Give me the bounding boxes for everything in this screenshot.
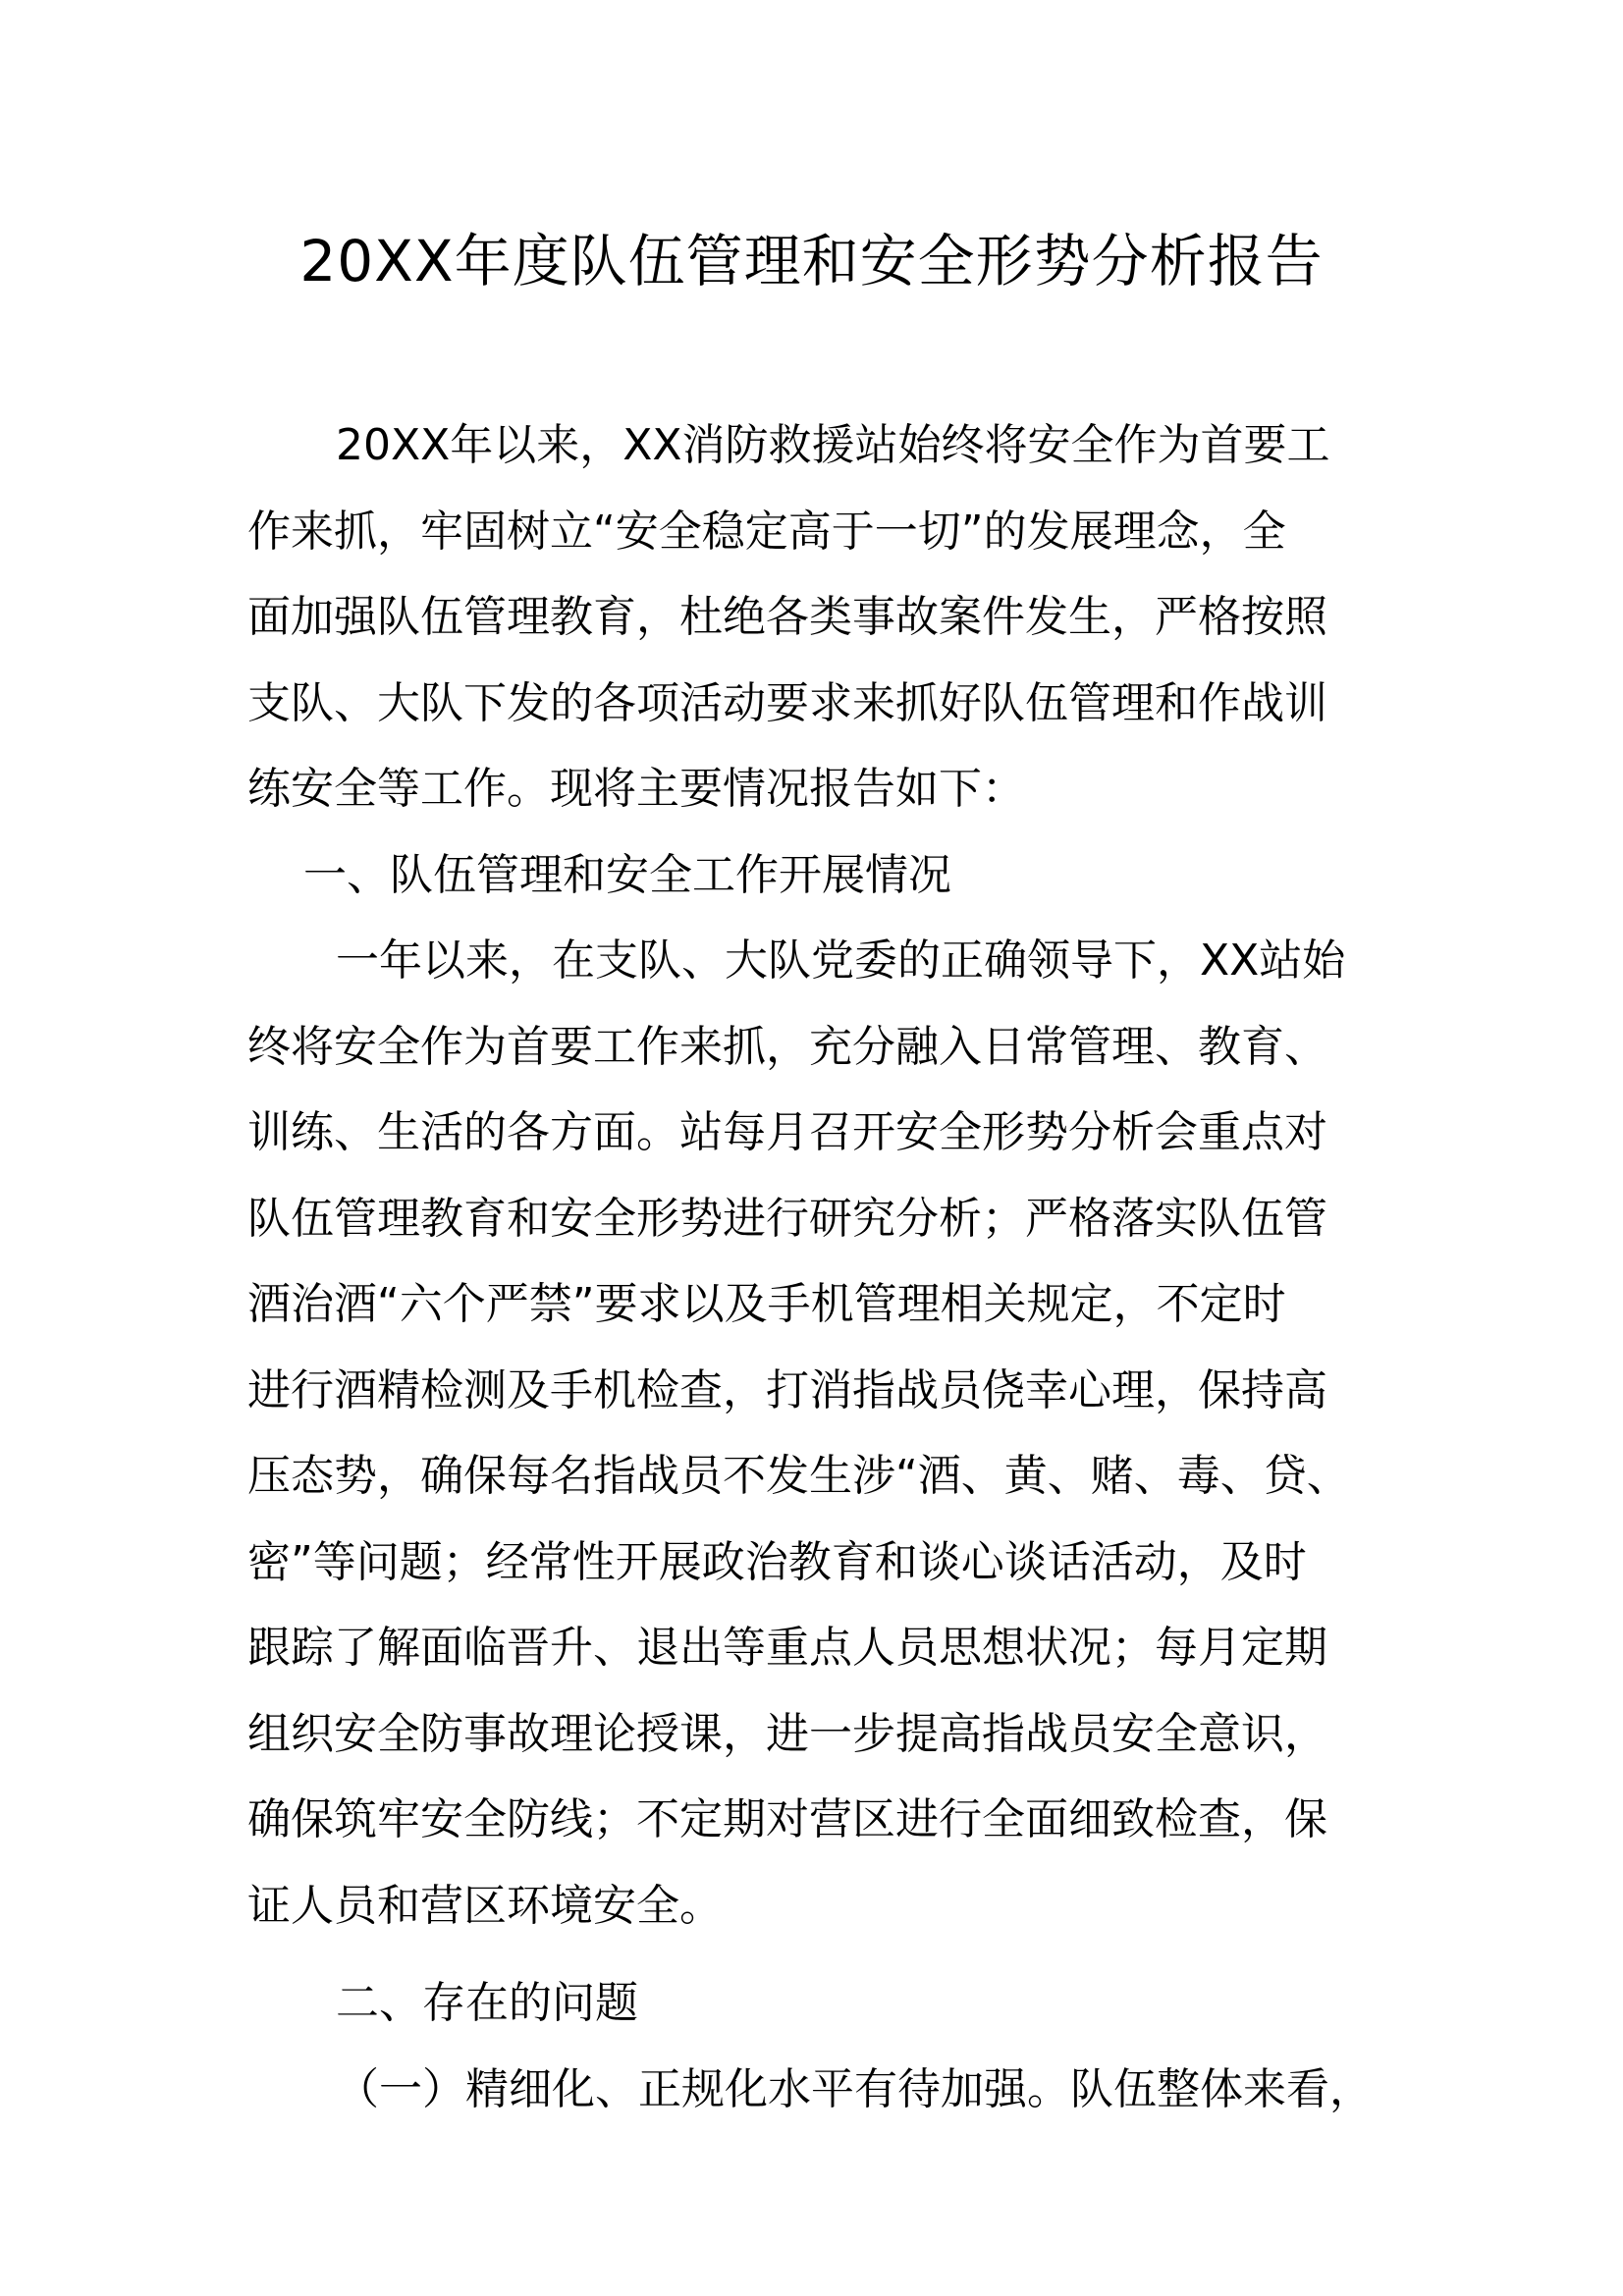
intro-line: 作来抓，牢固树立“安全稳定高于一切”的发展理念，全 <box>247 506 1286 557</box>
intro-line: 支队、大队下发的各项活动要求来抓好队伍管理和作战训 <box>247 677 1327 728</box>
section1-line: 训练、生活的各方面。站每月召开安全形势分析会重点对 <box>247 1107 1327 1157</box>
section1-line: 队伍管理教育和安全形势进行研究分析；严格落实队伍管 <box>247 1193 1327 1244</box>
intro-line: 面加强队伍管理教育，杜绝各类事故案件发生，严格按照 <box>247 592 1327 642</box>
intro-line: 练安全等工作。现将主要情况报告如下： <box>247 764 1025 814</box>
paragraph-gap <box>247 1949 1426 1960</box>
section1-line: 压态势，确保每名指战员不发生涉“酒、黄、赌、毒、贷、 <box>247 1451 1350 1501</box>
document-body <box>247 402 1426 2132</box>
section1-line: 一年以来，在支队、大队党委的正确领导下，XX站始 <box>336 935 1346 986</box>
intro-line: 20XX年以来，XX消防救援站始终将安全作为首要工 <box>336 420 1330 470</box>
section1-line: 密”等问题；经常性开展政治教育和谈心谈话活动，及时 <box>247 1536 1307 1587</box>
section1-line: 进行酒精检测及手机检查，打消指战员侥幸心理，保持高 <box>247 1364 1327 1415</box>
section1-line: 终将安全作为首要工作来抓，充分融入日常管理、教育、 <box>247 1021 1327 1072</box>
section1-line: 确保筑牢安全防线；不定期对营区进行全面细致检查，保 <box>247 1794 1327 1844</box>
section-heading-2: 二、存在的问题 <box>336 1978 638 2028</box>
section2-line: （一）精细化、正规化水平有待加强。队伍整体来看， <box>336 2063 1373 2114</box>
document-title: 20XX年度队伍管理和安全形势分析报告 <box>299 228 1324 294</box>
section1-line: 组织安全防事故理论授课，进一步提高指战员安全意识， <box>247 1708 1327 1759</box>
section-heading-1: 一、队伍管理和安全工作开展情况 <box>303 849 951 900</box>
section1-line: 证人员和营区环境安全。 <box>247 1880 723 1931</box>
section1-line: 跟踪了解面临晋升、退出等重点人员思想状况；每月定期 <box>247 1623 1327 1673</box>
section1-line: 酒治酒“六个严禁”要求以及手机管理相关规定，不定时 <box>247 1279 1286 1329</box>
